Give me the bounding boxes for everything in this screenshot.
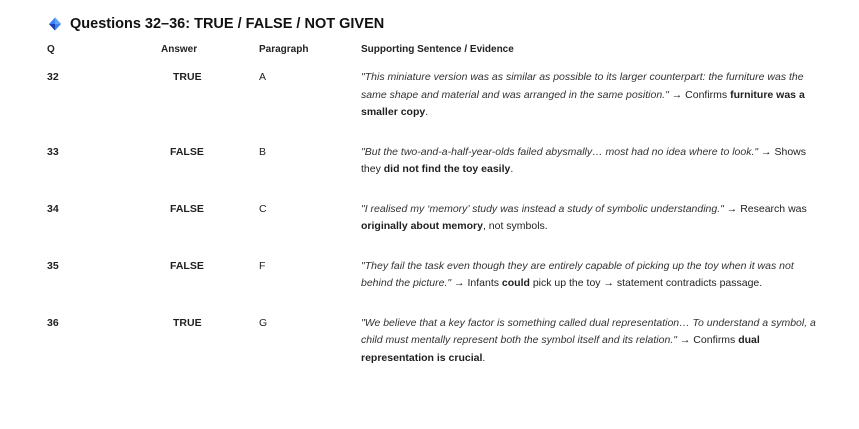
question-number: 36 xyxy=(47,316,59,329)
table-row xyxy=(47,69,821,144)
answer-value: FALSE xyxy=(170,202,204,215)
question-number: 32 xyxy=(47,71,59,83)
evidence-quote: "They fail the task even though they are entirely capable of picking up the toy when it was not behind the picture." xyxy=(361,259,794,289)
answer-value: TRUE xyxy=(173,316,202,329)
evidence-cell xyxy=(361,315,821,390)
answers-table xyxy=(47,44,821,389)
evidence-key-phrase: did not find the toy easily xyxy=(383,163,511,175)
answer-cell xyxy=(159,315,259,390)
header-evidence: Supporting Sentence / Evidence xyxy=(361,44,514,55)
table-header-row xyxy=(47,44,821,69)
answer-value: FALSE xyxy=(170,145,204,158)
evidence-arrow-text: → Shows they xyxy=(361,145,806,175)
table-row xyxy=(47,201,821,258)
evidence-cell xyxy=(361,201,821,258)
evidence-tail: . xyxy=(482,351,486,364)
blue-diamond-icon xyxy=(47,16,63,32)
table-row xyxy=(47,144,821,201)
table-row xyxy=(47,258,821,315)
question-number: 33 xyxy=(47,145,59,158)
paragraph-cell: G xyxy=(259,316,268,329)
question-number: 34 xyxy=(47,202,59,215)
table-row xyxy=(47,315,821,390)
paragraph-cell: A xyxy=(259,71,267,83)
evidence-quote: "But the two-and-a-half-year-olds failed abysmally… most had no idea where to look." xyxy=(361,145,759,158)
answer-cell xyxy=(159,69,259,144)
evidence-tail: , not symbols. xyxy=(482,220,548,232)
evidence-quote: "We believe that a key factor is something called dual representation… To understand a symbol, a child must mentally represent both the symbol itself and its relation." xyxy=(361,316,816,346)
evidence-tail: . xyxy=(510,163,514,175)
evidence-arrow-text: → Infants xyxy=(451,277,502,289)
evidence-key-phrase: dual representation is crucial xyxy=(361,334,760,364)
evidence-key-phrase: furniture was a smaller copy xyxy=(361,88,805,118)
evidence-key-phrase: could xyxy=(501,277,530,289)
paragraph-cell: C xyxy=(259,202,267,215)
evidence-arrow-text: → Confirms xyxy=(676,334,739,346)
answer-cell xyxy=(159,144,259,201)
evidence-arrow-text: → Research was xyxy=(723,202,807,215)
evidence-quote: "This miniature version was as similar as possible to its larger counterpart: the furniture was the same shape and material and was arranged in the same position." xyxy=(361,71,804,101)
header-paragraph: Paragraph xyxy=(259,44,309,55)
evidence-arrow-text: → Confirms xyxy=(668,88,731,101)
evidence-key-phrase: originally about memory xyxy=(361,220,483,232)
header-q: Q xyxy=(47,44,55,55)
answer-value: FALSE xyxy=(170,259,204,272)
answer-value: TRUE xyxy=(173,71,202,83)
answer-cell xyxy=(159,258,259,315)
paragraph-cell: F xyxy=(259,259,266,272)
evidence-quote: "I realised my ‘memory’ study was instead a study of symbolic understanding." xyxy=(361,202,724,215)
paragraph-cell: B xyxy=(259,145,267,158)
answer-cell xyxy=(159,201,259,258)
evidence-cell xyxy=(361,258,821,315)
evidence-cell xyxy=(361,69,821,144)
evidence-tail: pick up the toy → statement contradicts passage. xyxy=(529,277,763,289)
section-heading xyxy=(47,16,384,32)
question-number: 35 xyxy=(47,259,59,272)
evidence-cell xyxy=(361,144,821,201)
header-answer: Answer xyxy=(161,44,198,55)
heading-title: Questions 32–36: TRUE / FALSE / NOT GIVEN xyxy=(70,16,385,32)
evidence-tail: . xyxy=(425,106,429,118)
